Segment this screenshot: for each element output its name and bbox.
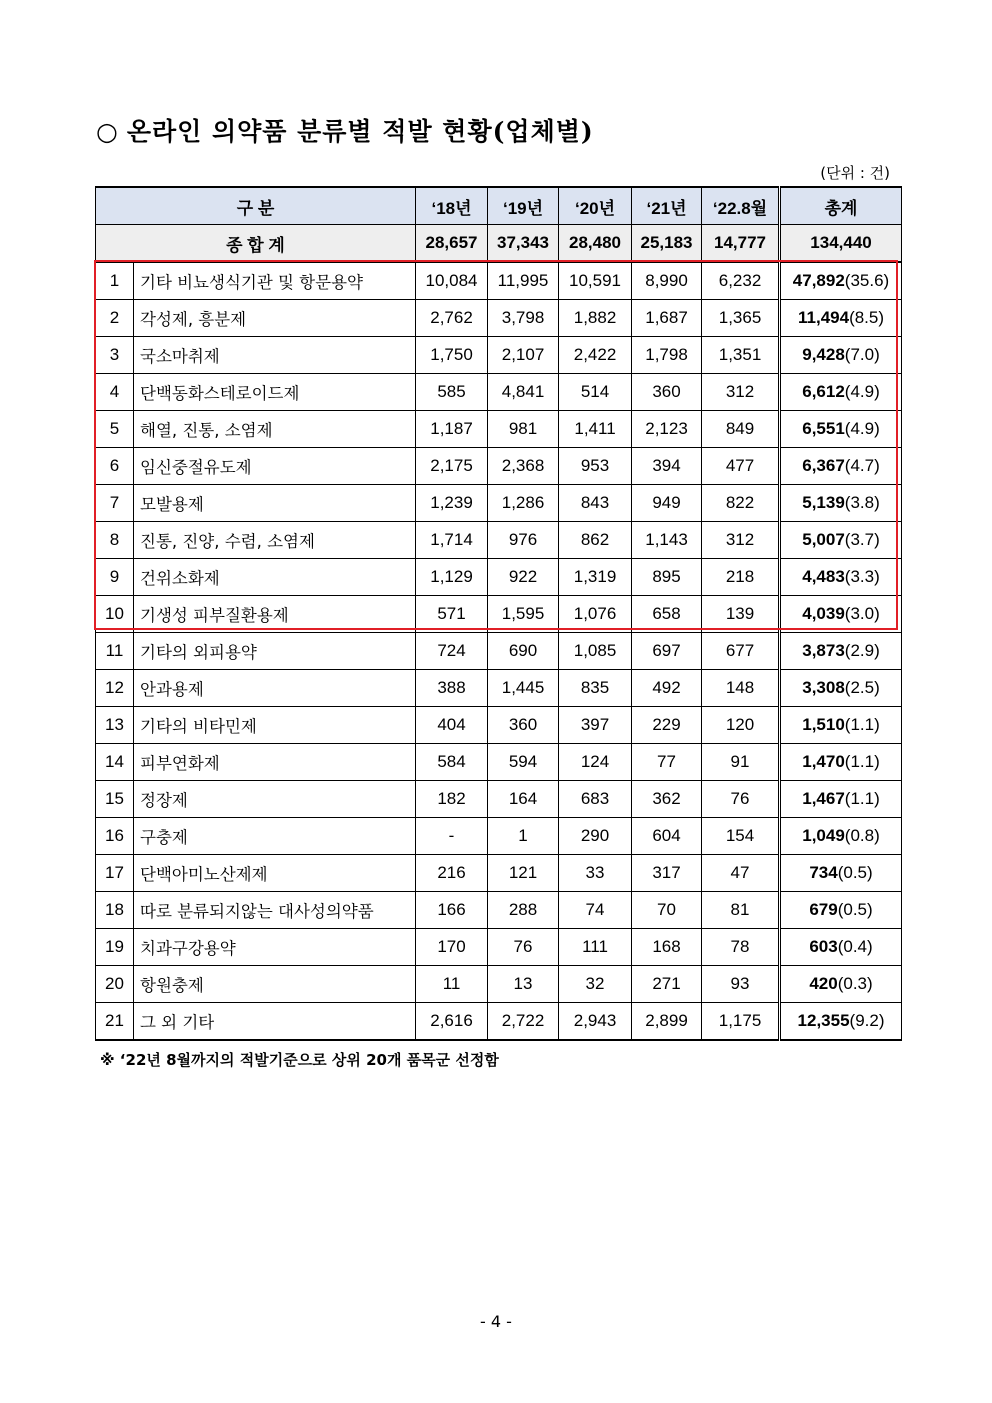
row-value-y21: 70 [632,892,702,929]
row-value-y22: 93 [702,966,780,1003]
row-category-name: 피부연화제 [134,744,416,781]
row-value-y20: 2,422 [559,337,632,374]
row-total-percent: (0.4) [837,937,873,956]
row-value-y20: 1,882 [559,300,632,337]
row-total-percent: (9.2) [849,1011,885,1030]
row-value-y18: 404 [416,707,488,744]
row-total [780,337,902,374]
row-value-y21: 658 [632,596,702,633]
row-rank: 13 [96,707,134,744]
row-total-count: 1,470 [802,752,845,771]
row-value-y18: 182 [416,781,488,818]
header-category: 구 분 [96,187,416,225]
row-value-y21: 271 [632,966,702,1003]
row-total-percent: (3.8) [844,493,880,512]
row-value-y18: 2,762 [416,300,488,337]
row-category-name: 기생성 피부질환용제 [134,596,416,633]
row-total [780,596,902,633]
row-value-y22: 312 [702,374,780,411]
row-total-count: 47,892 [792,271,845,290]
row-total-percent: (3.3) [844,567,880,586]
row-rank: 8 [96,522,134,559]
table-row [96,781,902,818]
row-total-count: 5,007 [802,530,845,549]
row-total [780,966,902,1003]
row-rank: 17 [96,855,134,892]
row-total [780,448,902,485]
row-category-name: 모발용제 [134,485,416,522]
grand-total-row [96,225,902,263]
row-value-y21: 168 [632,929,702,966]
row-total-percent: (0.5) [837,863,873,882]
row-value-y22: 154 [702,818,780,855]
row-value-y20: 2,943 [559,1003,632,1041]
table-row [96,522,902,559]
row-value-y20: 74 [559,892,632,929]
row-total-percent: (2.9) [844,641,880,660]
row-value-y18: 1,239 [416,485,488,522]
row-total-percent: (8.5) [849,308,885,327]
row-total-count: 12,355 [797,1011,850,1030]
row-rank: 3 [96,337,134,374]
row-total [780,374,902,411]
row-value-y19: 4,841 [488,374,559,411]
row-rank: 18 [96,892,134,929]
row-value-y19: 2,722 [488,1003,559,1041]
row-value-y20: 32 [559,966,632,1003]
table-row [96,633,902,670]
row-total [780,707,902,744]
table-row [96,966,902,1003]
row-value-y21: 229 [632,707,702,744]
title-text: 온라인 의약품 분류별 적발 현황(업체별) [126,117,594,146]
row-total-count: 11,494 [798,308,850,327]
row-value-y18: 166 [416,892,488,929]
row-value-y18: 2,616 [416,1003,488,1041]
row-value-y18: 10,084 [416,262,488,300]
table-row [96,1003,902,1041]
row-value-y19: 76 [488,929,559,966]
row-total-percent: (7.0) [844,345,880,364]
row-category-name: 안과용제 [134,670,416,707]
row-rank: 2 [96,300,134,337]
row-category-name: 기타 비뇨생식기관 및 항문용약 [134,262,416,300]
row-rank: 1 [96,262,134,300]
row-total-percent: (35.6) [844,271,890,290]
row-total [780,855,902,892]
row-value-y18: 2,175 [416,448,488,485]
row-rank: 4 [96,374,134,411]
row-total-percent: (2.5) [844,678,880,697]
row-total-count: 1,049 [802,826,845,845]
grand-total-sum: 134,440 [780,225,902,263]
grand-total-label: 종 합 계 [96,225,416,263]
page-number: - 4 - [480,1312,512,1331]
row-value-y20: 10,591 [559,262,632,300]
table-row [96,670,902,707]
row-total [780,670,902,707]
row-value-y21: 2,899 [632,1003,702,1041]
row-value-y21: 895 [632,559,702,596]
row-value-y19: 2,107 [488,337,559,374]
row-rank: 14 [96,744,134,781]
row-value-y19: 288 [488,892,559,929]
table-row [96,929,902,966]
row-value-y21: 492 [632,670,702,707]
table-row [96,559,902,596]
row-category-name: 구충제 [134,818,416,855]
row-total-count: 6,612 [802,382,845,401]
row-value-y19: 2,368 [488,448,559,485]
row-total [780,744,902,781]
row-rank: 12 [96,670,134,707]
row-value-y22: 120 [702,707,780,744]
row-rank: 7 [96,485,134,522]
row-value-y19: 3,798 [488,300,559,337]
row-total [780,781,902,818]
row-value-y18: - [416,818,488,855]
row-value-y19: 976 [488,522,559,559]
row-total-count: 4,039 [802,604,845,623]
row-value-y21: 2,123 [632,411,702,448]
row-value-y18: 216 [416,855,488,892]
row-category-name: 단백아미노산제제 [134,855,416,892]
row-value-y19: 690 [488,633,559,670]
row-total-percent: (1.1) [844,715,880,734]
row-value-y19: 11,995 [488,262,559,300]
row-value-y22: 148 [702,670,780,707]
row-value-y19: 922 [488,559,559,596]
row-category-name: 국소마취제 [134,337,416,374]
table-row [96,485,902,522]
row-total-count: 420 [809,974,838,993]
table-row [96,707,902,744]
row-rank: 11 [96,633,134,670]
row-rank: 20 [96,966,134,1003]
row-value-y21: 394 [632,448,702,485]
row-value-y22: 6,232 [702,262,780,300]
table-row [96,596,902,633]
header-2019: ‘19년 [488,187,559,225]
row-total-percent: (0.8) [844,826,880,845]
row-rank: 5 [96,411,134,448]
row-total-percent: (1.1) [844,789,880,808]
row-value-y20: 124 [559,744,632,781]
row-total-percent: (4.9) [844,419,880,438]
grand-total-2021: 25,183 [632,225,702,263]
row-category-name: 치과구강용약 [134,929,416,966]
row-value-y20: 953 [559,448,632,485]
row-total [780,522,902,559]
row-total-percent: (0.5) [837,900,873,919]
row-value-y21: 362 [632,781,702,818]
row-category-name: 기타의 외피용약 [134,633,416,670]
row-value-y22: 822 [702,485,780,522]
row-value-y20: 835 [559,670,632,707]
row-value-y19: 1,445 [488,670,559,707]
row-rank: 10 [96,596,134,633]
row-value-y22: 91 [702,744,780,781]
row-value-y18: 724 [416,633,488,670]
row-total-count: 3,873 [802,641,845,660]
row-total-count: 734 [809,863,838,882]
row-value-y22: 1,365 [702,300,780,337]
row-value-y22: 76 [702,781,780,818]
row-value-y19: 164 [488,781,559,818]
row-value-y22: 477 [702,448,780,485]
row-total [780,818,902,855]
row-total-percent: (0.3) [837,974,873,993]
violation-table [95,186,902,1041]
row-value-y22: 81 [702,892,780,929]
grand-total-2022: 14,777 [702,225,780,263]
row-value-y18: 1,750 [416,337,488,374]
row-rank: 6 [96,448,134,485]
row-category-name: 진통, 진양, 수렴, 소염제 [134,522,416,559]
row-value-y20: 843 [559,485,632,522]
row-value-y20: 290 [559,818,632,855]
row-category-name: 정장제 [134,781,416,818]
row-value-y18: 571 [416,596,488,633]
row-total-percent: (1.1) [844,752,880,771]
row-value-y19: 1 [488,818,559,855]
row-category-name: 그 외 기타 [134,1003,416,1041]
row-value-y22: 1,175 [702,1003,780,1041]
row-total-percent: (4.7) [844,456,880,475]
table-row [96,262,902,300]
row-value-y21: 317 [632,855,702,892]
row-total [780,929,902,966]
row-value-y18: 584 [416,744,488,781]
row-value-y18: 11 [416,966,488,1003]
unit-note: (단위 : 건) [820,164,890,182]
row-total-count: 4,483 [802,567,845,586]
row-value-y20: 514 [559,374,632,411]
row-total [780,633,902,670]
row-total-count: 5,139 [802,493,845,512]
table-row [96,744,902,781]
row-value-y22: 677 [702,633,780,670]
row-value-y20: 33 [559,855,632,892]
header-2021: ‘21년 [632,187,702,225]
footnote: ※ ‘22년 8월까지의 적발기준으로 상위 20개 품목군 선정함 [100,1051,499,1069]
row-value-y19: 360 [488,707,559,744]
row-value-y20: 1,319 [559,559,632,596]
row-value-y19: 121 [488,855,559,892]
grand-total-2019: 37,343 [488,225,559,263]
row-category-name: 항원충제 [134,966,416,1003]
table-row [96,818,902,855]
row-value-y20: 1,085 [559,633,632,670]
row-value-y21: 1,798 [632,337,702,374]
row-value-y19: 594 [488,744,559,781]
table-row [96,892,902,929]
row-value-y22: 1,351 [702,337,780,374]
row-total [780,892,902,929]
page-title [96,112,594,148]
row-value-y18: 1,187 [416,411,488,448]
row-total [780,262,902,300]
header-row [96,187,902,225]
row-value-y22: 218 [702,559,780,596]
row-total-count: 6,551 [802,419,845,438]
row-value-y21: 949 [632,485,702,522]
row-rank: 15 [96,781,134,818]
header-2018: ‘18년 [416,187,488,225]
row-rank: 9 [96,559,134,596]
row-value-y18: 585 [416,374,488,411]
row-value-y21: 8,990 [632,262,702,300]
row-total-count: 603 [809,937,838,956]
header-2020: ‘20년 [559,187,632,225]
row-value-y22: 78 [702,929,780,966]
table-row [96,300,902,337]
header-total: 총계 [780,187,902,225]
row-value-y20: 683 [559,781,632,818]
row-total [780,485,902,522]
row-rank: 16 [96,818,134,855]
row-total-percent: (3.0) [844,604,880,623]
row-rank: 19 [96,929,134,966]
row-rank: 21 [96,1003,134,1041]
row-value-y19: 1,286 [488,485,559,522]
row-value-y20: 1,411 [559,411,632,448]
row-value-y21: 1,143 [632,522,702,559]
row-value-y18: 170 [416,929,488,966]
row-total [780,1003,902,1041]
row-total-count: 1,510 [802,715,845,734]
grand-total-2018: 28,657 [416,225,488,263]
row-total-count: 1,467 [802,789,845,808]
row-total [780,411,902,448]
row-total-count: 9,428 [802,345,845,364]
row-total-count: 679 [809,900,838,919]
row-category-name: 각성제, 흥분제 [134,300,416,337]
row-value-y22: 312 [702,522,780,559]
row-total-count: 6,367 [802,456,845,475]
row-value-y19: 13 [488,966,559,1003]
row-total-count: 3,308 [802,678,845,697]
row-value-y19: 981 [488,411,559,448]
row-category-name: 따로 분류되지않는 대사성의약품 [134,892,416,929]
table-row [96,448,902,485]
row-category-name: 임신중절유도제 [134,448,416,485]
row-total-percent: (4.9) [844,382,880,401]
table-row [96,411,902,448]
row-value-y22: 139 [702,596,780,633]
row-value-y18: 1,129 [416,559,488,596]
row-value-y20: 862 [559,522,632,559]
row-value-y22: 849 [702,411,780,448]
circle-icon: ○ [96,117,119,146]
row-value-y18: 388 [416,670,488,707]
grand-total-2020: 28,480 [559,225,632,263]
row-category-name: 단백동화스테로이드제 [134,374,416,411]
row-total [780,559,902,596]
row-value-y18: 1,714 [416,522,488,559]
header-2022: ‘22.8월 [702,187,780,225]
row-category-name: 해열, 진통, 소염제 [134,411,416,448]
table-row [96,337,902,374]
row-value-y21: 1,687 [632,300,702,337]
table-row [96,374,902,411]
row-value-y21: 697 [632,633,702,670]
row-value-y21: 77 [632,744,702,781]
row-value-y22: 47 [702,855,780,892]
row-category-name: 건위소화제 [134,559,416,596]
table-row [96,855,902,892]
row-value-y20: 1,076 [559,596,632,633]
row-value-y20: 397 [559,707,632,744]
row-total-percent: (3.7) [844,530,880,549]
row-value-y21: 360 [632,374,702,411]
row-value-y20: 111 [559,929,632,966]
row-value-y19: 1,595 [488,596,559,633]
row-category-name: 기타의 비타민제 [134,707,416,744]
row-total [780,300,902,337]
row-value-y21: 604 [632,818,702,855]
